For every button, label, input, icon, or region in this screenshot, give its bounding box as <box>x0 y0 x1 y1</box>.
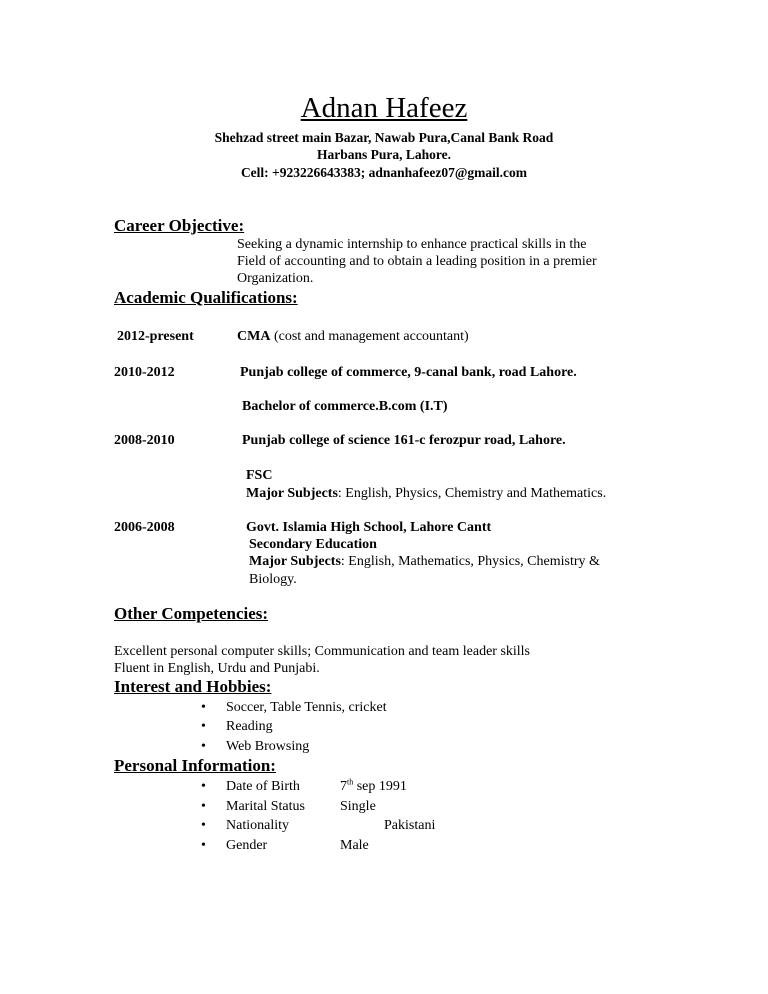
academic-heading: Academic Qualifications: <box>114 288 298 307</box>
career-objective-heading: Career Objective: <box>114 216 245 235</box>
academic-institution-1 <box>237 328 469 345</box>
major-subjects-value: : English, Physics, Chemistry and Mathematics. <box>337 486 607 501</box>
bullet-icon: • <box>201 818 206 833</box>
gender-label: Gender <box>226 838 268 853</box>
academic-subjects-4 <box>249 553 600 570</box>
hobby-item: Web Browsing <box>226 739 310 754</box>
objective-line-2: Field of accounting and to obtain a leading position in a premier <box>237 254 597 269</box>
bullet-icon: • <box>201 700 206 715</box>
dob-value <box>340 778 407 795</box>
gender-value: Male <box>340 838 369 853</box>
address-line-2: Harbans Pura, Lahore. <box>316 147 451 162</box>
academic-period-4: 2006-2008 <box>114 520 175 535</box>
cma-description: (cost and management accountant) <box>270 329 469 344</box>
bullet-icon: • <box>201 779 206 794</box>
bullet-icon: • <box>201 739 206 754</box>
bullet-icon: • <box>201 838 206 853</box>
academic-institution-2: Punjab college of commerce, 9-canal bank, road Lahore. <box>240 365 577 380</box>
objective-line-1: Seeking a dynamic internship to enhance practical skills in the <box>237 237 587 252</box>
major-subjects-label: Major Subjects <box>249 554 341 569</box>
cma-label: CMA <box>237 329 271 344</box>
hobby-item: Reading <box>226 719 273 734</box>
academic-period-1: 2012-present <box>117 329 194 344</box>
competency-line-2: Fluent in English, Urdu and Punjabi. <box>114 661 320 676</box>
address-line-1: Shehzad street main Bazar, Nawab Pura,Canal Bank Road <box>214 130 554 145</box>
academic-degree-2: Bachelor of commerce.B.com (I.T) <box>242 399 448 414</box>
major-subjects-value: : English, Mathematics, Physics, Chemistry & <box>340 554 600 569</box>
nationality-value: Pakistani <box>384 818 436 833</box>
major-subjects-label: Major Subjects <box>246 486 338 501</box>
hobbies-heading: Interest and Hobbies: <box>114 677 272 696</box>
dob-rest: sep 1991 <box>353 779 407 794</box>
academic-subjects-4-cont: Biology. <box>249 572 297 587</box>
objective-line-3: Organization. <box>237 271 314 286</box>
academic-degree-3: FSC <box>246 468 273 483</box>
competencies-heading: Other Competencies: <box>114 604 269 623</box>
competency-line-1: Excellent personal computer skills; Communication and team leader skills <box>114 644 531 659</box>
dob-day: 7 <box>340 779 347 794</box>
marital-label: Marital Status <box>226 799 305 814</box>
contact-line: Cell: +923226643383; adnanhafeez07@gmail.com <box>240 165 528 180</box>
academic-period-3: 2008-2010 <box>114 433 175 448</box>
dob-label: Date of Birth <box>226 779 300 794</box>
academic-degree-4: Secondary Education <box>249 537 377 552</box>
candidate-name: Adnan Hafeez <box>300 92 468 124</box>
academic-period-2: 2010-2012 <box>114 365 175 380</box>
academic-institution-4: Govt. Islamia High School, Lahore Cantt <box>246 520 492 535</box>
marital-value: Single <box>340 799 376 814</box>
bullet-icon: • <box>201 719 206 734</box>
dob-suffix: th <box>347 777 354 787</box>
bullet-icon: • <box>201 799 206 814</box>
hobby-item: Soccer, Table Tennis, cricket <box>226 700 387 715</box>
academic-subjects-3 <box>246 485 606 502</box>
nationality-label: Nationality <box>226 818 289 833</box>
academic-institution-3: Punjab college of science 161-c ferozpur road, Lahore. <box>242 433 566 448</box>
personal-heading: Personal Information: <box>114 756 276 775</box>
